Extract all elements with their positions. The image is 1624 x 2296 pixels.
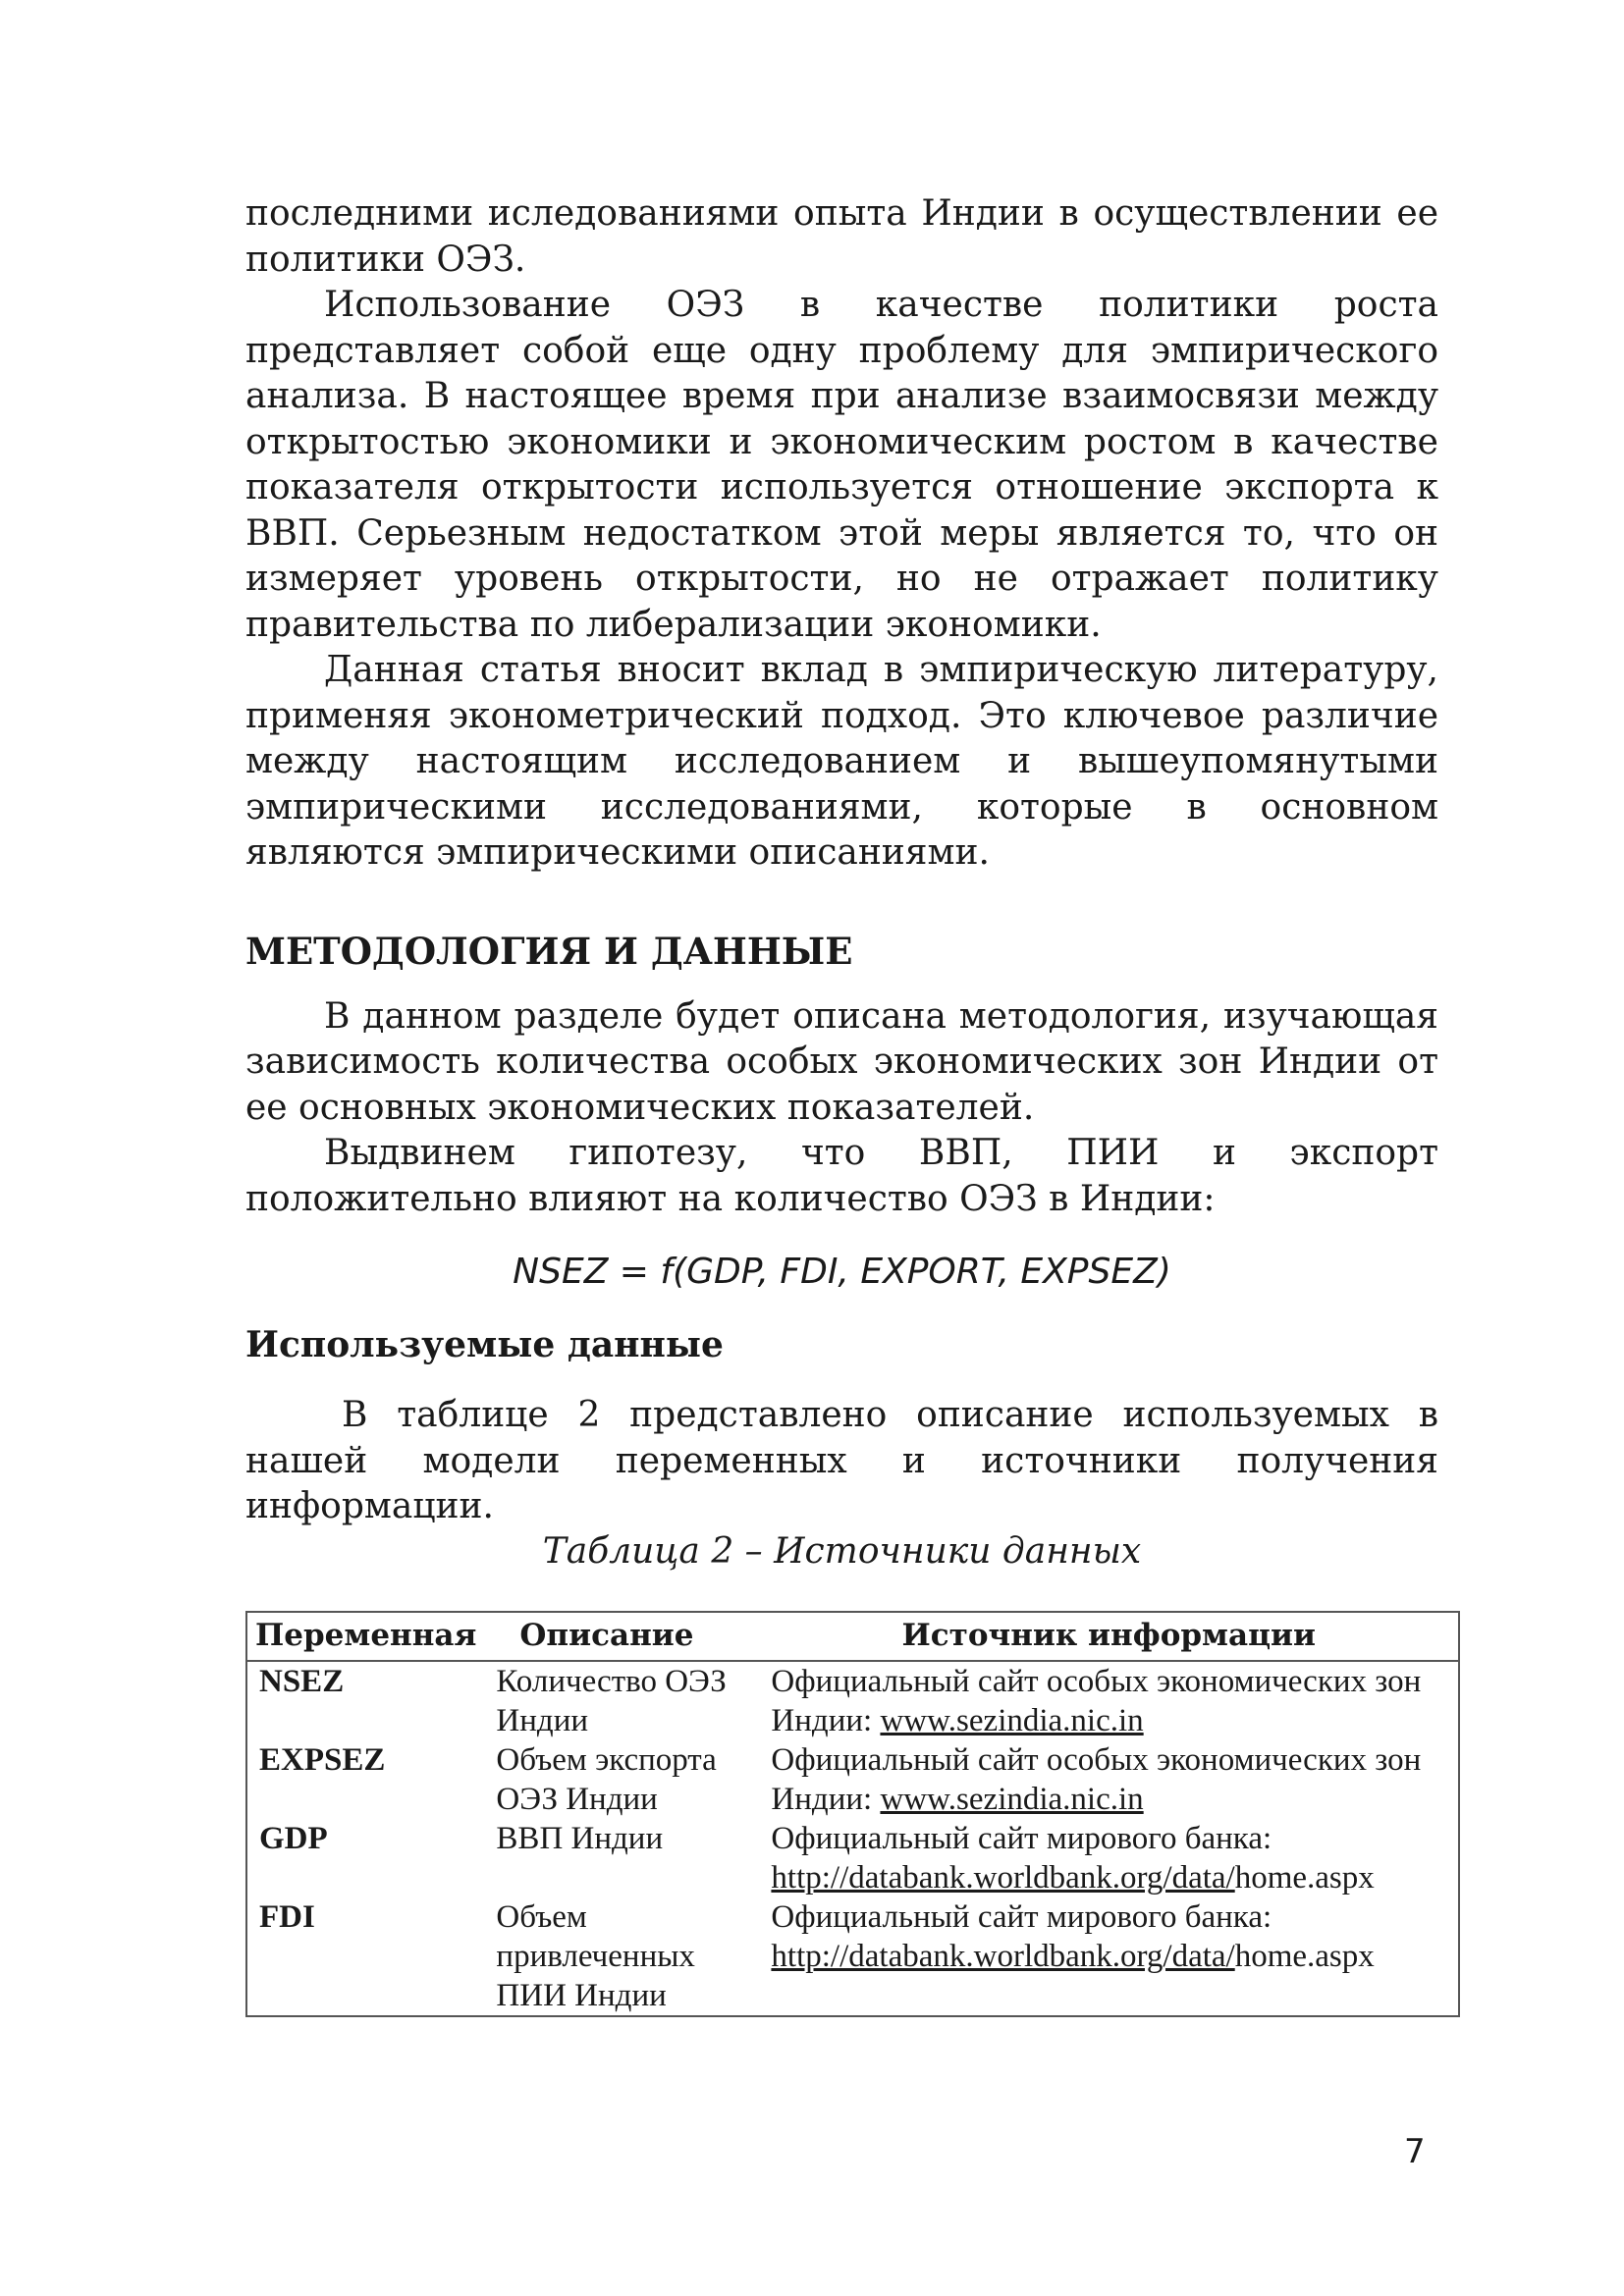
table-row (246, 1819, 1459, 1897)
table-row (246, 1897, 1459, 2016)
source-text: Официальный сайт особых экономических зон Индии: (771, 1741, 1422, 1817)
page-number: 7 (1404, 2132, 1426, 2171)
table-header-row (246, 1612, 1459, 1661)
paragraph-2: Использование ОЭЗ в качестве политики роста представляет собой еще одну проблему для эмпирического анализа. В настоящее время при анализе взаимосвязи между открытостью экономики и экономическим ростом в качестве показателя открытости используется отношение экспорта к ВВП. Серьезным недостатком этой меры является то, что он измеряет уровень открытости, но не отражает политику правительства по либерализации экономики. (245, 285, 1438, 645)
source-text: Официальный сайт особых экономических зон Индии: (771, 1663, 1422, 1738)
variable-cell: NSEZ (259, 1663, 345, 1699)
header-description: Описание (484, 1612, 759, 1661)
page-content (245, 191, 1438, 2017)
variable-cell: GDP (259, 1820, 328, 1856)
table-caption: Таблица 2 – Источники данных (542, 1530, 1142, 1572)
table-row (246, 1740, 1459, 1819)
subsection-heading: Используемые данные (245, 1324, 724, 1365)
source-text: Официальный сайт мирового банка: (771, 1898, 1272, 1935)
source-link-tail: home.aspx (1234, 1859, 1375, 1896)
table-row (246, 1661, 1459, 1740)
source-cell (759, 1897, 1459, 2016)
source-cell (759, 1819, 1459, 1897)
subsection-paragraph: В таблице 2 представлено описание используемых в нашей модели переменных и источники получения информации. (245, 1395, 1438, 1526)
source-link[interactable]: http://databank.worldbank.org/data/ (771, 1859, 1235, 1896)
source-cell (759, 1661, 1459, 1740)
source-cell (759, 1740, 1459, 1819)
formula: NSEZ = f(GDP, FDI, EXPORT, EXPSEZ) (513, 1252, 1171, 1292)
description-cell: ВВП Индии (496, 1820, 664, 1856)
data-sources-table (245, 1611, 1460, 2017)
source-text: Официальный сайт мирового банка: (771, 1820, 1272, 1856)
description-cell: Объем экспорта ОЭЗ Индии (496, 1741, 717, 1817)
source-link[interactable]: http://databank.worldbank.org/data/ (771, 1938, 1235, 1974)
section-paragraph-1: В данном разделе будет описана методология, изучающая зависимость количества особых экономических зон Индии от ее основных экономических показателей. (245, 995, 1438, 1128)
variable-cell: FDI (259, 1898, 315, 1935)
source-link[interactable]: www.sezindia.nic.in (880, 1702, 1144, 1738)
description-cell: Объем привлеченных ПИИ Индии (496, 1898, 695, 2013)
description-cell: Количество ОЭЗ Индии (496, 1663, 727, 1738)
header-source: Источник информации (759, 1612, 1459, 1661)
paragraph-3: Данная статья вносит вклад в эмпирическую литературу, применяя эконометрический подход. Это ключевое различие между настоящим исследованием и вышеупомянутыми эмпирическими исследованиями, которые в основном являются эмпирическими описаниями. (245, 650, 1438, 873)
paragraph-1: последними иследованиями опыта Индии в осуществлении ее политики ОЭЗ. (245, 193, 1438, 280)
source-link-tail: home.aspx (1234, 1938, 1375, 1974)
header-variable: Переменная (246, 1612, 484, 1661)
variable-cell: EXPSEZ (259, 1741, 386, 1778)
section-paragraph-2: Выдвинем гипотезу, что ВВП, ПИИ и экспорт положительно влияют на количество ОЭЗ в Индии: (245, 1133, 1438, 1219)
source-link[interactable]: www.sezindia.nic.in (880, 1781, 1144, 1817)
section-heading: МЕТОДОЛОГИЯ И ДАННЫЕ (245, 929, 853, 973)
